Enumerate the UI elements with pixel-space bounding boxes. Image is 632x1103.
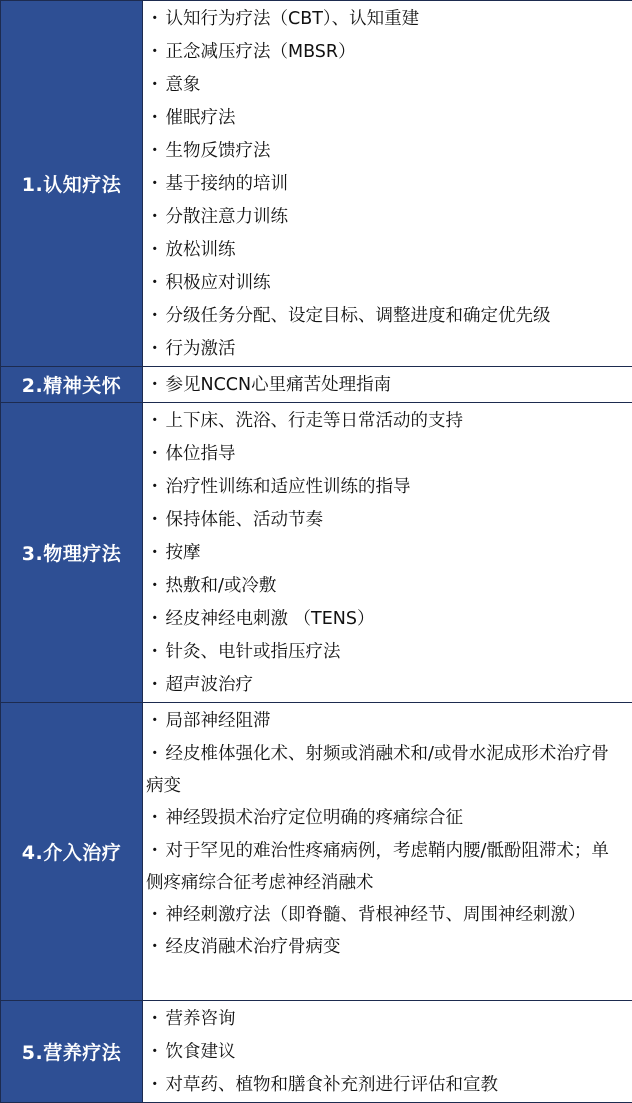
item-text: 积极应对训练: [166, 273, 271, 293]
bullet-icon: ・: [146, 642, 164, 662]
item-text: 局部神经阻滞: [166, 711, 271, 731]
list-item: [146, 705, 626, 738]
bullet-icon: ・: [146, 339, 164, 359]
item-text: 神经刺激疗法（即脊髓、背根神经节、周围神经刺激）: [166, 905, 586, 925]
item-text: 经皮神经电刺激 （TENS）: [166, 609, 375, 629]
bullet-icon: ・: [146, 141, 164, 161]
list-item: [146, 201, 626, 234]
bullet-icon: ・: [146, 510, 164, 530]
item-text: 意象: [166, 75, 201, 95]
category-cell: 5.营养疗法: [1, 1001, 143, 1103]
list-item: [146, 168, 626, 201]
item-text: 针灸、电针或指压疗法: [166, 642, 341, 662]
list-item: [146, 636, 626, 669]
bullet-icon: ・: [146, 9, 164, 29]
bullet-icon: ・: [146, 240, 164, 260]
items-cell: [143, 703, 632, 1001]
item-text: 催眠疗法: [166, 108, 236, 128]
bullet-icon: ・: [146, 75, 164, 95]
item-text: 经皮消融术治疗骨病变: [166, 937, 341, 957]
bullet-icon: ・: [146, 543, 164, 563]
bullet-icon: ・: [146, 675, 164, 695]
bullet-icon: ・: [146, 841, 164, 861]
list-item: [146, 405, 626, 438]
list-item: [146, 234, 626, 267]
bullet-icon: ・: [146, 273, 164, 293]
bullet-icon: ・: [146, 306, 164, 326]
item-text: 认知行为疗法（CBT）、认知重建: [166, 9, 420, 29]
list-item: [146, 36, 626, 69]
list-item: [146, 300, 626, 333]
item-text: 对于罕见的难治性疼痛病例，考虑鞘内腰/骶酚阻滞术；单侧疼痛综合征考虑神经消融术: [146, 841, 609, 893]
item-text: 营养咨询: [166, 1009, 236, 1029]
table-body: [1, 1, 632, 1103]
category-cell: 2.精神关怀: [1, 367, 143, 403]
list-item: [146, 738, 626, 802]
item-text: 保持体能、活动节奏: [166, 510, 324, 530]
list-item: [146, 267, 626, 300]
list-item: [146, 1036, 626, 1069]
list-item: [146, 537, 626, 570]
list-item: [146, 802, 626, 835]
category-cell: 4.介入治疗: [1, 703, 143, 1001]
bullet-icon: ・: [146, 711, 164, 731]
item-text: 正念减压疗法（MBSR）: [166, 42, 356, 62]
list-item: [146, 1003, 626, 1036]
bullet-icon: ・: [146, 905, 164, 925]
list-item: [146, 102, 626, 135]
bullet-icon: ・: [146, 1075, 164, 1095]
item-text: 体位指导: [166, 444, 236, 464]
table-row: [1, 403, 632, 703]
item-text: 经皮椎体强化术、射频或消融术和/或骨水泥成形术治疗骨病变: [146, 744, 609, 796]
list-item: [146, 135, 626, 168]
item-text: 按摩: [166, 543, 201, 563]
list-item: [146, 471, 626, 504]
item-text: 上下床、洗浴、行走等日常活动的支持: [166, 411, 464, 431]
list-item: [146, 3, 626, 36]
bullet-icon: ・: [146, 744, 164, 764]
bullet-icon: ・: [146, 1009, 164, 1029]
list-item: [146, 603, 626, 636]
item-text: 对草药、植物和膳食补充剂进行评估和宣教: [166, 1075, 499, 1095]
table-row: [1, 1, 632, 367]
list-item: [146, 835, 626, 899]
item-text: 热敷和/或冷敷: [166, 576, 277, 596]
item-text: 基于接纳的培训: [166, 174, 289, 194]
bullet-icon: ・: [146, 207, 164, 227]
items-cell: [143, 1, 632, 367]
bullet-icon: ・: [146, 477, 164, 497]
table-row: [1, 703, 632, 1001]
bullet-icon: ・: [146, 375, 164, 395]
item-text: 治疗性训练和适应性训练的指导: [166, 477, 411, 497]
list-item: [146, 369, 626, 402]
table-row: [1, 1001, 632, 1103]
item-text: 参见NCCN心里痛苦处理指南: [166, 375, 392, 395]
bullet-icon: ・: [146, 411, 164, 431]
bullet-icon: ・: [146, 42, 164, 62]
category-cell: 1.认知疗法: [1, 1, 143, 367]
bullet-icon: ・: [146, 808, 164, 828]
list-item: [146, 504, 626, 537]
item-text: 行为激活: [166, 339, 236, 359]
bullet-icon: ・: [146, 937, 164, 957]
bullet-icon: ・: [146, 576, 164, 596]
list-item: [146, 931, 626, 964]
list-item: [146, 669, 626, 702]
items-cell: [143, 403, 632, 703]
bullet-icon: ・: [146, 174, 164, 194]
list-item: [146, 69, 626, 102]
item-text: 放松训练: [166, 240, 236, 260]
items-cell: [143, 1001, 632, 1103]
bullet-icon: ・: [146, 1042, 164, 1062]
bullet-icon: ・: [146, 444, 164, 464]
bullet-icon: ・: [146, 609, 164, 629]
bullet-icon: ・: [146, 108, 164, 128]
list-item: [146, 570, 626, 603]
items-cell: [143, 367, 632, 403]
category-cell: 3.物理疗法: [1, 403, 143, 703]
list-item: [146, 333, 626, 366]
table-row: [1, 367, 632, 403]
item-text: 超声波治疗: [166, 675, 254, 695]
item-text: 分级任务分配、设定目标、调整进度和确定优先级: [166, 306, 551, 326]
list-item: [146, 438, 626, 471]
item-text: 饮食建议: [166, 1042, 236, 1062]
list-item: [146, 899, 626, 931]
list-item: [146, 1069, 626, 1102]
item-text: 生物反馈疗法: [166, 141, 271, 161]
item-text: 分散注意力训练: [166, 207, 289, 227]
item-text: 神经毁损术治疗定位明确的疼痛综合征: [166, 808, 464, 828]
